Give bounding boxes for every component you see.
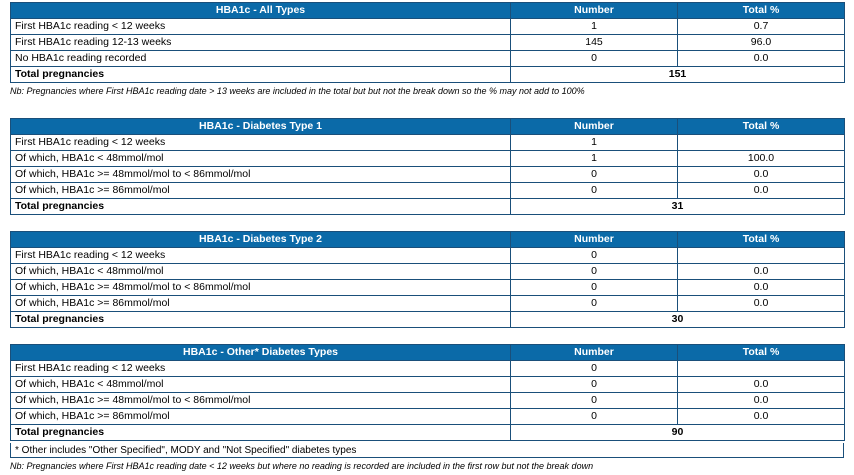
column-header-category: HBA1c - Diabetes Type 2 (11, 232, 511, 248)
row-pct: 0.0 (678, 51, 845, 67)
table-other-types (10, 344, 845, 441)
row-pct: 0.0 (678, 167, 845, 183)
row-label: First HBA1c reading < 12 weeks (11, 248, 511, 264)
row-label: Of which, HBA1c >= 86mmol/mol (11, 409, 511, 425)
note-all-types: Nb: Pregnancies where First HBA1c reading date > 13 weeks are included in the total but but not the break down so the % may not add to 100% (10, 86, 585, 96)
table-row (11, 296, 845, 312)
row-label: Of which, HBA1c >= 48mmol/mol to < 86mmol/mol (11, 280, 511, 296)
total-row (11, 199, 845, 215)
row-pct: 100.0 (678, 151, 845, 167)
table-row (11, 409, 845, 425)
row-number: 145 (511, 35, 678, 51)
row-label: Of which, HBA1c < 48mmol/mol (11, 377, 511, 393)
column-header-category: HBA1c - All Types (11, 3, 511, 19)
table-header-row (11, 3, 845, 19)
table-row (11, 167, 845, 183)
row-number: 1 (511, 151, 678, 167)
row-number: 0 (511, 409, 678, 425)
column-header-number: Number (511, 345, 678, 361)
row-number: 0 (511, 264, 678, 280)
total-value: 90 (511, 425, 845, 441)
note-bottom: Nb: Pregnancies where First HBA1c reading date < 12 weeks but where no reading is recorded are included in the first row but not the break down (10, 461, 594, 471)
table-row (11, 280, 845, 296)
column-header-total-pct: Total % (678, 232, 845, 248)
row-pct: 0.0 (678, 377, 845, 393)
row-number: 0 (511, 296, 678, 312)
row-number: 1 (511, 19, 678, 35)
column-header-total-pct: Total % (678, 345, 845, 361)
total-label: Total pregnancies (11, 312, 511, 328)
table-header-row (11, 232, 845, 248)
table-row (11, 35, 845, 51)
table-header-row (11, 345, 845, 361)
table-row (11, 183, 845, 199)
column-header-number: Number (511, 3, 678, 19)
row-pct: 96.0 (678, 35, 845, 51)
table-type-1 (10, 118, 845, 215)
row-pct: 0.0 (678, 280, 845, 296)
table-row (11, 135, 845, 151)
row-number: 0 (511, 167, 678, 183)
row-pct: 0.0 (678, 393, 845, 409)
total-row (11, 312, 845, 328)
row-label: First HBA1c reading < 12 weeks (11, 19, 511, 35)
row-label: Of which, HBA1c < 48mmol/mol (11, 151, 511, 167)
row-label: Of which, HBA1c < 48mmol/mol (11, 264, 511, 280)
row-pct: 0.7 (678, 19, 845, 35)
table-row (11, 51, 845, 67)
row-pct (678, 248, 845, 264)
table-header-row (11, 119, 845, 135)
total-row (11, 425, 845, 441)
table-row (11, 264, 845, 280)
table-row (11, 361, 845, 377)
table-row (11, 248, 845, 264)
row-pct: 0.0 (678, 296, 845, 312)
total-value: 30 (511, 312, 845, 328)
total-label: Total pregnancies (11, 425, 511, 441)
row-number: 0 (511, 361, 678, 377)
column-header-total-pct: Total % (678, 119, 845, 135)
column-header-number: Number (511, 232, 678, 248)
row-label: Of which, HBA1c >= 48mmol/mol to < 86mmol/mol (11, 393, 511, 409)
total-value: 151 (511, 67, 845, 83)
row-label: Of which, HBA1c >= 86mmol/mol (11, 296, 511, 312)
row-pct (678, 135, 845, 151)
row-number: 0 (511, 248, 678, 264)
table-row (11, 151, 845, 167)
row-pct (678, 361, 845, 377)
footnote-other-types: * Other includes "Other Specified", MODY and "Not Specified" diabetes types (10, 443, 844, 458)
row-number: 0 (511, 393, 678, 409)
column-header-category: HBA1c - Other* Diabetes Types (11, 345, 511, 361)
row-label: First HBA1c reading < 12 weeks (11, 135, 511, 151)
row-label: Of which, HBA1c >= 86mmol/mol (11, 183, 511, 199)
table-all-types (10, 2, 845, 83)
row-number: 0 (511, 51, 678, 67)
total-label: Total pregnancies (11, 199, 511, 215)
row-label: First HBA1c reading < 12 weeks (11, 361, 511, 377)
row-pct: 0.0 (678, 409, 845, 425)
row-label: No HBA1c reading recorded (11, 51, 511, 67)
row-number: 1 (511, 135, 678, 151)
table-type-2 (10, 231, 845, 328)
table-row (11, 19, 845, 35)
table-row (11, 377, 845, 393)
total-row (11, 67, 845, 83)
row-number: 0 (511, 183, 678, 199)
column-header-number: Number (511, 119, 678, 135)
row-number: 0 (511, 377, 678, 393)
total-value: 31 (511, 199, 845, 215)
column-header-category: HBA1c - Diabetes Type 1 (11, 119, 511, 135)
row-number: 0 (511, 280, 678, 296)
row-pct: 0.0 (678, 183, 845, 199)
table-row (11, 393, 845, 409)
row-label: First HBA1c reading 12-13 weeks (11, 35, 511, 51)
column-header-total-pct: Total % (678, 3, 845, 19)
row-pct: 0.0 (678, 264, 845, 280)
total-label: Total pregnancies (11, 67, 511, 83)
row-label: Of which, HBA1c >= 48mmol/mol to < 86mmol/mol (11, 167, 511, 183)
